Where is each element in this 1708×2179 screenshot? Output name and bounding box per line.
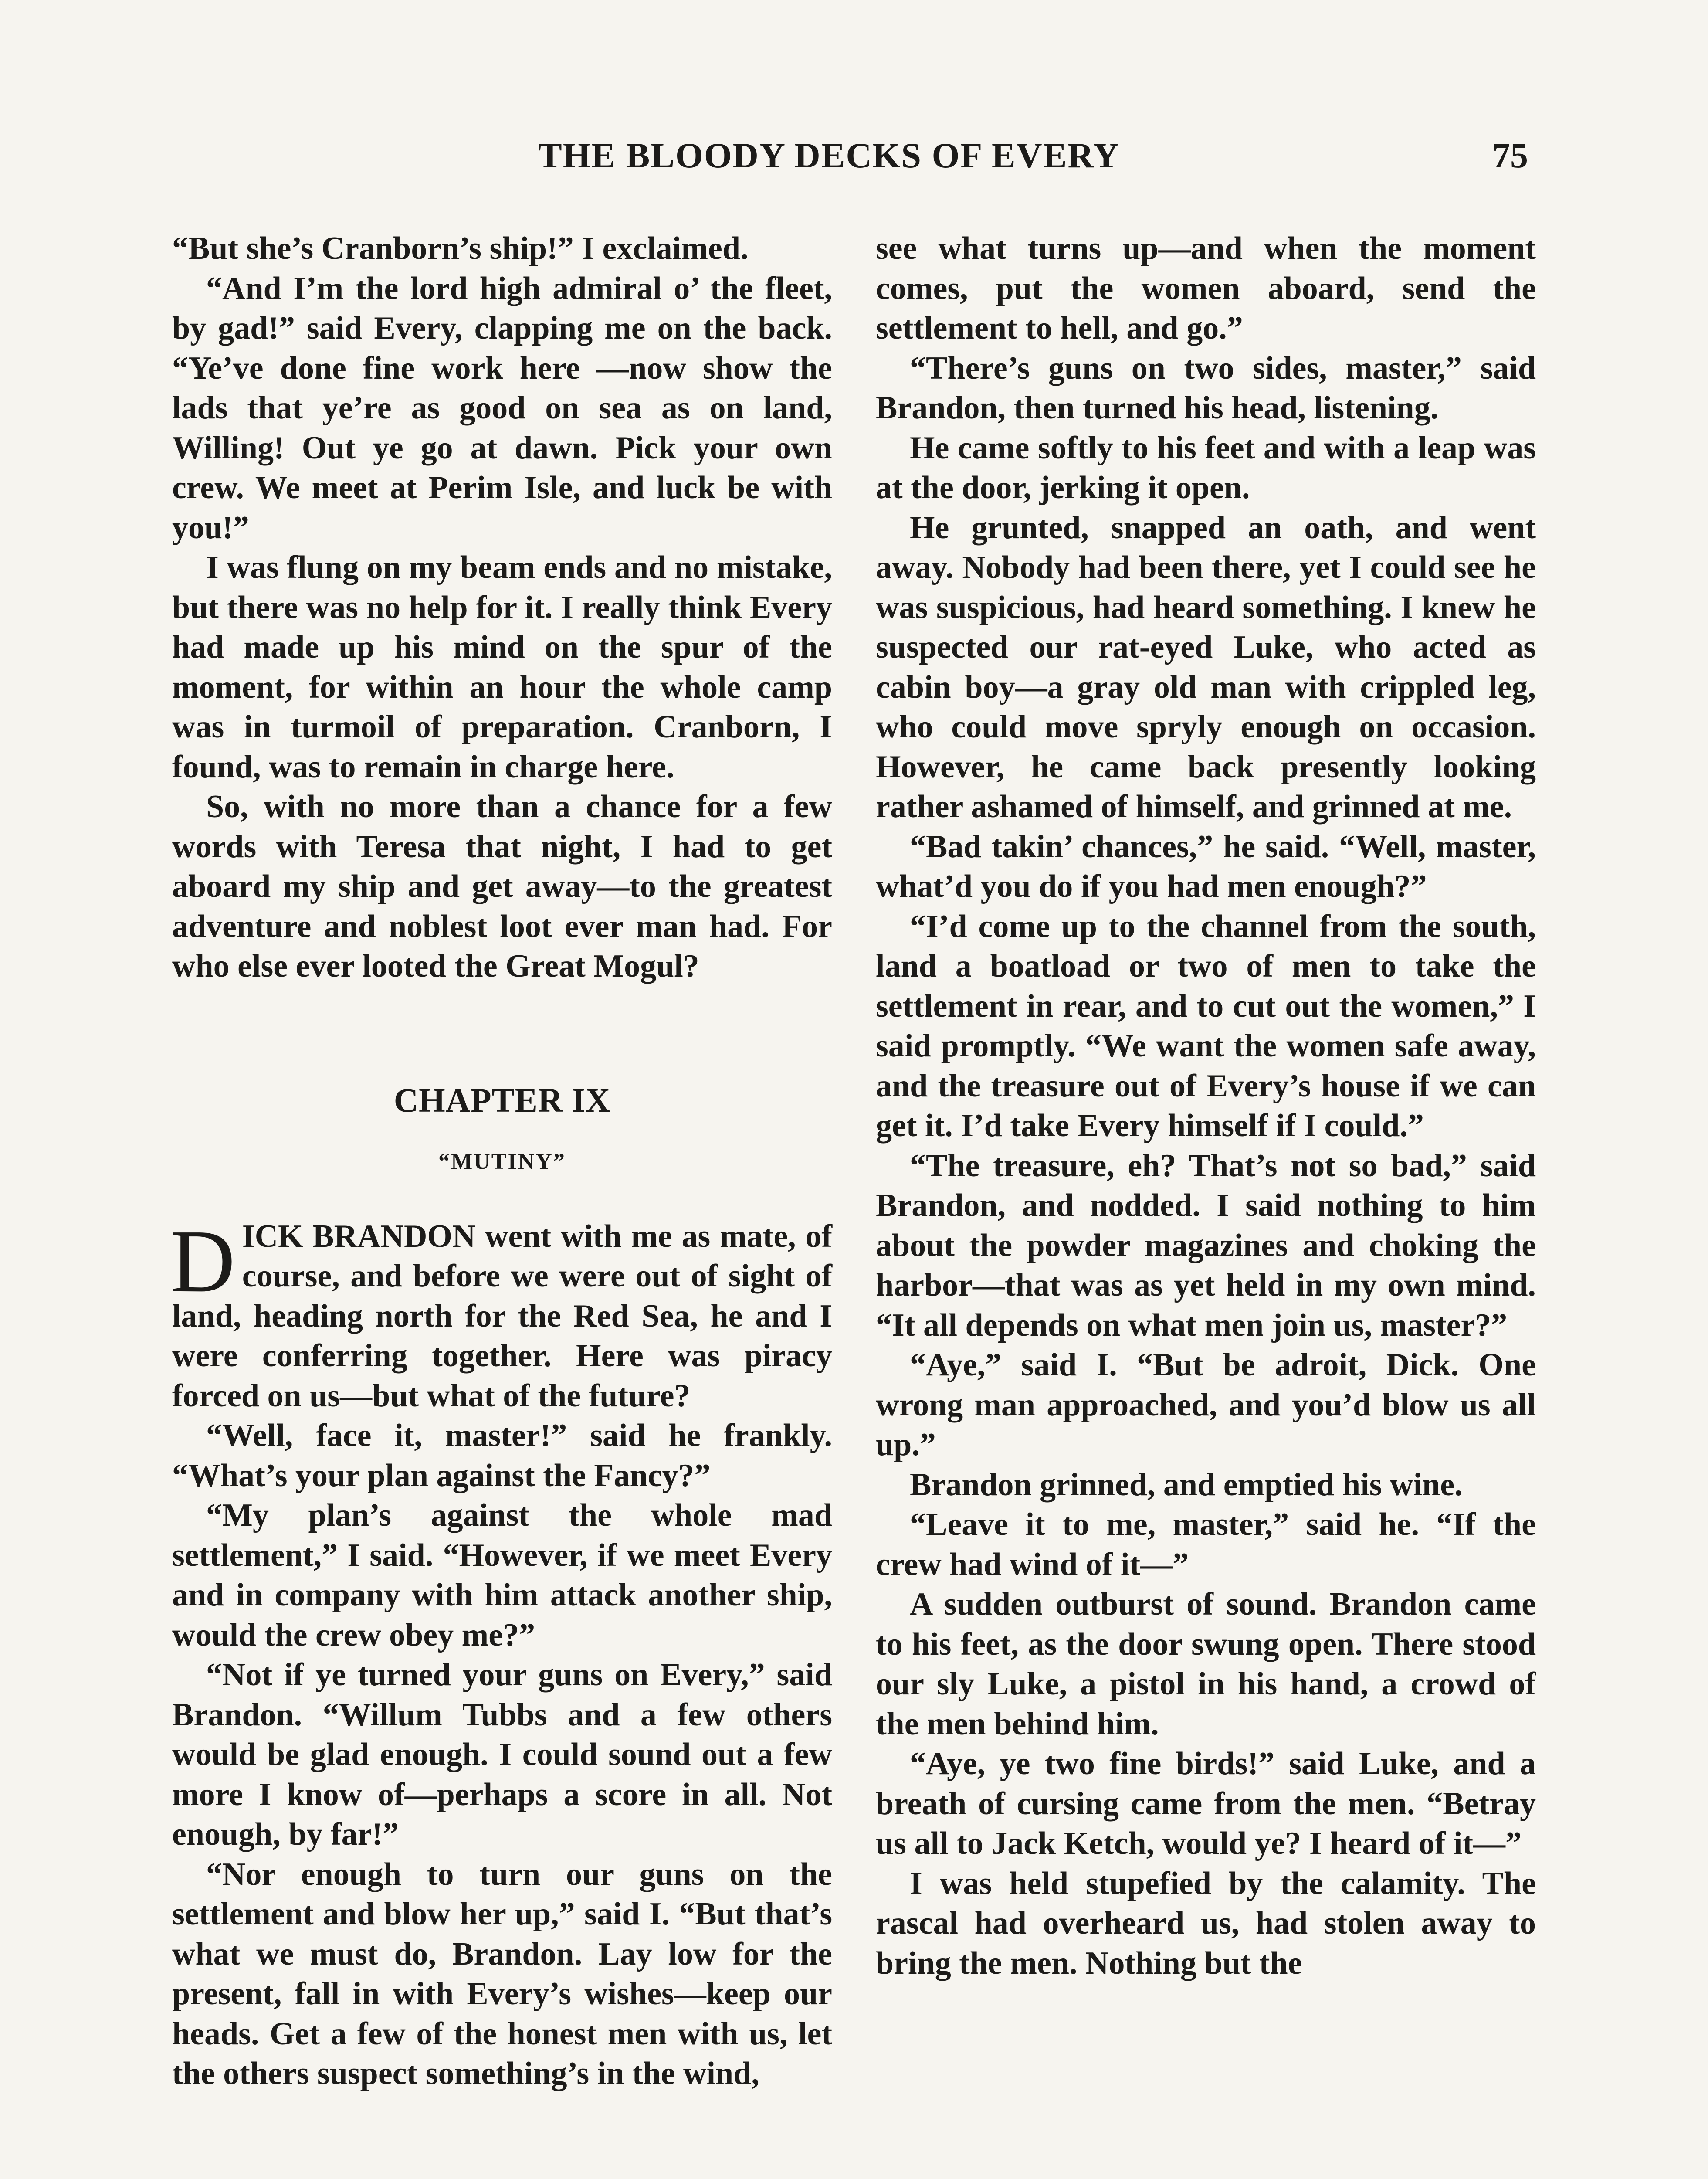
paragraph: He grunted, snapped an oath, and went away. Nobody had been there, yet I could see he was suspicious, had heard something. I knew he suspected our rat-eyed Luke, who acted as cabin boy—a gray old man with crippled leg, who could move spryly enough on occasion. However, he came back presently looking rather ashamed of himself, and grinned at me. — [876, 509, 1536, 825]
chapter-subtitle: “MUTINY” — [438, 1149, 566, 1174]
paragraph: “Aye, ye two fine birds!” said Luke, and a breath of cursing came from the men. “Betray us all to Jack Ketch, would ye? I heard of it—” — [876, 1746, 1536, 1861]
paragraph: “The treasure, eh? That’s not so bad,” said Brandon, and nodded. I said nothing to him about the powder magazines and choking the harbor—that was as yet held in my own mind. “It all depends on what men join us, master?” — [876, 1147, 1536, 1343]
paragraph: “There’s guns on two sides, master,” said Brandon, then turned his head, listening. — [876, 350, 1536, 426]
paragraph: “Leave it to me, master,” said he. “If the crew had wind of it—” — [876, 1507, 1536, 1582]
paragraph: Brandon grinned, and emptied his wine. — [910, 1466, 1463, 1503]
page-number: 75 — [1492, 136, 1528, 175]
chapter-opening-paragraph — [170, 1211, 832, 1416]
paragraph: I was held stupefied by the calamity. The rascal had overheard us, had stolen away to bring the men. Nothing but the — [876, 1865, 1536, 1981]
page-header — [0, 135, 1708, 187]
paragraph: “And I’m the lord high admiral o’ the fleet, by gad!” said Every, clapping me on the back. “Ye’ve done fine work here —now show the lads that ye’re as good on sea as on land, Willing! Out ye go at dawn. Pick your own crew. We meet at Perim Isle, and luck be with you!” — [172, 270, 832, 546]
continued-paragraph: see what turns up—and when the moment comes, put the women aboard, send the settlement to hell, and go.” — [876, 231, 1536, 346]
paragraph: “My plan’s against the whole mad settlement,” I said. “However, if we meet Every and in company with him attack another ship, would the crew obey me?” — [172, 1497, 832, 1653]
paragraph: “But she’s Cranborn’s ship!” I exclaimed. — [172, 231, 749, 266]
paragraph: “Aye,” said I. “But be adroit, Dick. One wrong man approached, and you’d blow us all up.” — [876, 1347, 1536, 1463]
paragraph: So, with no more than a chance for a few words with Teresa that night, I had to get aboard my ship and get away—to the greatest adventure and noblest loot ever man had. For who else ever looted the Great Mogul? — [172, 789, 832, 984]
paragraph: I was flung on my beam ends and no mistake, but there was no help for it. I really think Every had made up his mind on the spur of the moment, for within an hour the whole camp was in turmoil of preparation. Cranborn, I found, was to remain in charge here. — [172, 550, 832, 785]
paragraph: “Well, face it, master!” said he frankly. “What’s your plan against the Fancy?” — [172, 1418, 832, 1493]
running-title: THE BLOODY DECKS OF EVERY — [538, 136, 1120, 175]
paragraph: “Not if ye turned your guns on Every,” said Brandon. “Willum Tubbs and a few others would be glad enough. I could sound out a few more I know of—perhaps a score in all. Not enough, by far!” — [172, 1657, 832, 1852]
paragraph: “Bad takin’ chances,” he said. “Well, master, what’d you do if you had men enough?” — [876, 828, 1536, 904]
drop-cap: D — [170, 1211, 235, 1311]
opening-text: ICK BRANDON went with me as mate, of course, and before we were out of sight of land, heading north for the Red Sea, he and I were conferring together. Here was piracy forced on us—but what of the future? — [172, 1218, 832, 1414]
chapter-title: CHAPTER IX — [393, 1081, 611, 1119]
paragraph: A sudden outburst of sound. Brandon came to his feet, as the door swung open. There stood our sly Luke, a pistol in his hand, a crowd of the men behind him. — [876, 1586, 1536, 1742]
paragraph: He came softly to his feet and with a leap was at the door, jerking it open. — [876, 430, 1536, 506]
paragraph: “I’d come up to the channel from the south, land a boatload or two of men to take the settlement in rear, and to cut out the women,” I said promptly. “We want the women safe away, and the treasure out of Every’s house if we can get it. I’d take Every himself if I could.” — [876, 908, 1536, 1144]
right-column — [876, 229, 1536, 1983]
paragraph: “Nor enough to turn our guns on the settlement and blow her up,” said I. “But that’s what we must do, Brandon. Lay low for the present, fall in with Every’s wishes—keep our heads. Get a few of the honest men with us, let the others suspect something’s in the wind, — [172, 1856, 832, 2091]
left-column — [172, 229, 832, 2094]
